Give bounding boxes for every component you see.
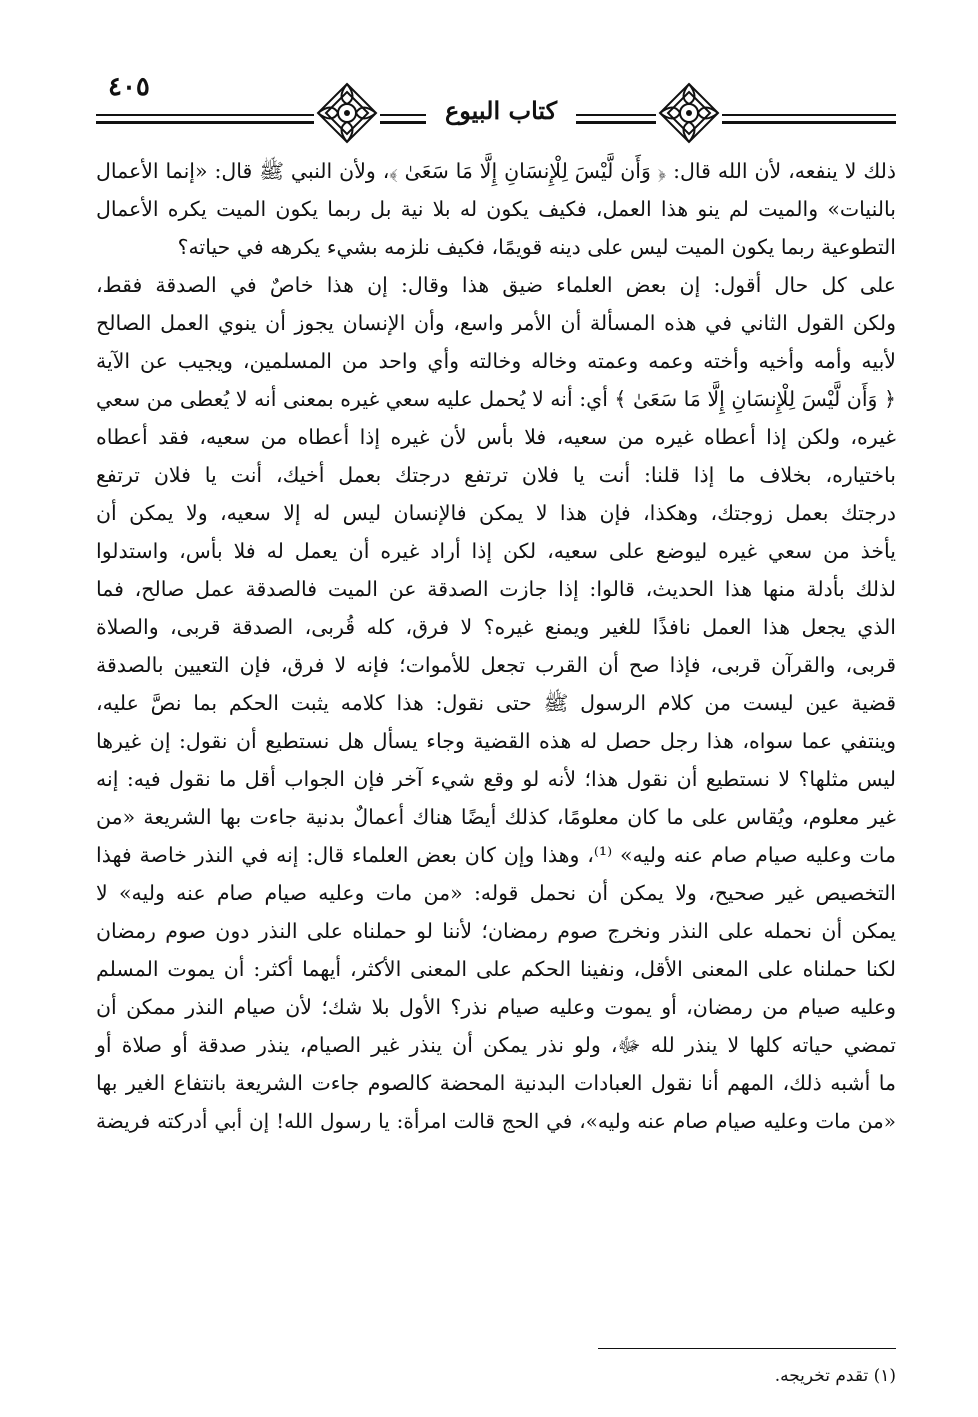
footnote: (١) تقدم تخريجه. — [774, 1366, 896, 1386]
text-line: ﴿ وَأَن لَّيْسَ لِلْإِنسَانِ إِلَّا مَا سَعَىٰ ﴾ أي: أنه لا يُحمل عليه سعي غيره بمعنى أنه لا يُعطى من سعي — [96, 387, 897, 411]
text-line: تمضي حياته كلها لا ينذر لله ﷻ، ولو نذر يمكن أن ينذر غير الصيام، ينذر صدقة أو صلاة أو — [96, 1033, 896, 1057]
text-line: بالنيات» والميت لم ينو هذا العمل، فكيف يكون له بلا نية بل ربما يكون الميت يكره الأعمال — [96, 197, 896, 221]
text-line: ليس مثلها؟ لا نستطيع أن نقول هذا؛ لأنه لو وقع شيء آخر فإن الجواب أقل ما نقول فيه: إنه — [96, 767, 896, 791]
page-number: ٤٠٥ — [102, 72, 156, 102]
text-line: درجتك بعمل زوجتك، وهكذا، فإن هذا لا يمكن فالإنسان ليس له إلا سعيه، ولا يمكن أن — [96, 501, 896, 525]
text-line: وينتفي عما سواه، هذا رجل حصل له هذه القضية وجاء يسأل هل نستطيع أن نقول: إن غيرها — [96, 729, 896, 753]
text-line: «من مات وعليه صيام صام عنه وليه»، في الحج قالت امرأة: يا رسول الله! إن أبي أدركته فريضة — [96, 1109, 896, 1133]
text-line: لكنا حملناه على المعنى الأقل، ونفينا الحكم على المعنى الأكثر، أيهما أكثر: أن يموت المسلم — [96, 957, 896, 981]
text-line: التطوعية ربما يكون الميت ليس على دينه قويمًا، فكيف نلزمه بشيء يكرهه في حياته؟ — [177, 235, 896, 259]
text-line: وعليه صيام من رمضان، أو يموت وعليه صيام نذر؟ الأول بلا شك؛ لأن صيام النذر ممكن أن — [96, 995, 896, 1019]
footnote-rule — [598, 1348, 896, 1349]
text-line: ما أشبه ذلك، المهم أنا نقول العبادات البدنية المحضة كالصوم جاءت الشريعة بانتفاع الغير بها — [96, 1071, 896, 1095]
text-line: لذلك بأدلة منها هذا الحديث، قالوا: إذا جازت الصدقة عن الميت فالصدقة عمل صالح، فما — [96, 577, 896, 601]
ornament-left-icon — [314, 80, 380, 146]
book-title: كتاب البيوع — [426, 96, 576, 125]
text-line: على كل حال أقول: إن بعض العلماء ضيق هذا وقال: إن هذا خاصٌ في الصدقة فقط، — [96, 273, 896, 297]
text-line: التخصيص غير صحيح، ولا يمكن أن نحمل قوله: «من مات وعليه صيام صام عنه وليه» لا — [96, 881, 896, 905]
text-line: غيره، ولكن إذا أعطاه غيره من سعيه، فلا بأس لأن غيره إذا أعطاه من سعيه، فقد أعطاه — [96, 425, 896, 449]
text-line: ولكن القول الثاني في هذه المسألة أن الأمر واسع، وأن الإنسان يجوز أن ينوي العمل الصالح — [96, 311, 896, 335]
body-text — [96, 152, 896, 1140]
ornament-right-icon — [656, 80, 722, 146]
text-line: يأخذ من سعي غيره ليوضع على سعيه، لكن إذا أراد غيره أن يعمل له فلا بأس، واستدلوا — [96, 539, 896, 563]
page-header — [96, 66, 896, 148]
text-line: يمكن أن نحمله على النذر ونخرج صوم رمضان؛ لأننا لو حملناه على النذر دون صوم رمضان — [96, 919, 896, 943]
text-line: لأبيه وأمه وأخيه وأخته وعمه وعمته وخاله وخالته وأي واحد من المسلمين، ويجيب عن الآية — [96, 349, 896, 373]
text-line: مات وعليه صيام صام عنه وليه» ⁽¹⁾، وهذا وإن كان بعض العلماء قال: إنه في النذر خاصة فهذا — [96, 843, 896, 867]
text-line: قربى، والقرآن قربى، فإذا صح أن القرب تجعل للأموات؛ فإنه لا فرق، فإن التعيين بالصدقة — [96, 653, 896, 677]
text-line: قضية عين ليست من كلام الرسول ﷺ حتى نقول: هذا كلامه يثبت الحكم بما نصَّ عليه، — [96, 691, 896, 715]
text-line: باختياره، بخلاف ما إذا قلنا: أنت يا فلان ترتفع درجتك بعمل أخيك، أنت يا فلان ترتفع — [96, 463, 896, 487]
text-line: الذي يجعل هذا العمل نافذًا للغير ويمنع غيره؟ لا فرق، كله قُربى، الصدقة قربى، والصلاة — [96, 615, 896, 639]
text-line: غير معلوم، ويُقاس على ما كان معلومًا، كذلك أيضًا هناك أعمالٌ بدنية جاءت بها الشريعة «من — [96, 805, 896, 829]
text-line: ذلك لا ينفعه، لأن الله قال: ﴿ وَأَن لَّيْسَ لِلْإِنسَانِ إِلَّا مَا سَعَىٰ ﴾، ولأن النبي ﷺ قال: «إنما الأعمال — [96, 159, 896, 183]
